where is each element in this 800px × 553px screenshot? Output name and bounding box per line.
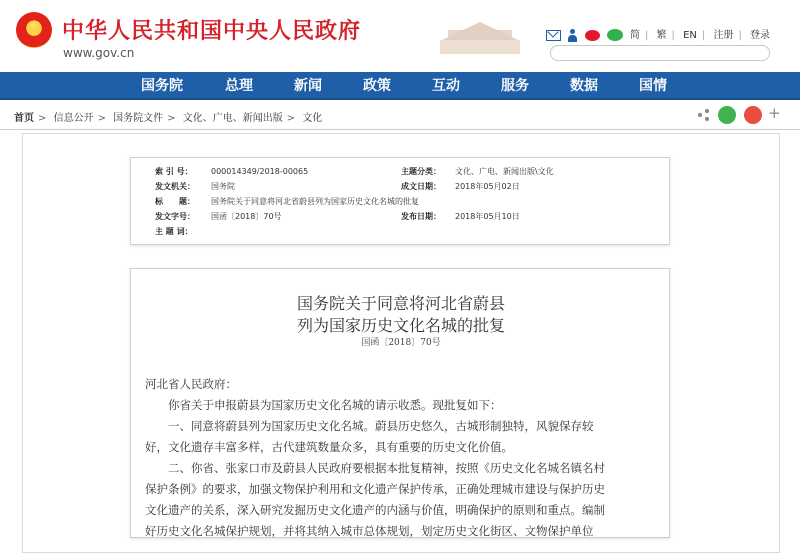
link-register[interactable]: 注册	[713, 30, 734, 41]
link-login[interactable]: 登录	[750, 30, 770, 41]
emblem-icon[interactable]: ★	[16, 12, 52, 48]
meta-label: 主 题 词：	[155, 227, 193, 236]
nav-item-service[interactable]: 服务	[501, 78, 529, 94]
meta-label: 索 引 号：	[155, 167, 193, 176]
link-traditional[interactable]: 繁	[656, 30, 667, 41]
paragraph-line: 你省关于申报蔚县为国家历史文化名城的请示收悉。现批复如下：	[145, 398, 502, 412]
divider: |	[701, 30, 706, 41]
meta-label: 成文日期：	[401, 182, 441, 191]
nav-item-interaction[interactable]: 互动	[432, 78, 460, 94]
meta-value: 2018年05月02日	[455, 182, 520, 191]
divider: |	[738, 30, 742, 41]
paragraph-line: 河北省人民政府：	[145, 377, 237, 391]
link-simplified[interactable]: 简	[629, 30, 640, 41]
nav-item-policy[interactable]: 政策	[363, 78, 391, 94]
document-title: 国务院关于同意将河北省蔚县	[296, 294, 505, 313]
paragraph-line: 二、你省、张家口市及蔚县人民政府要根据本批复精神，按照《历史文化名城名镇名村	[145, 461, 605, 475]
plus-icon[interactable]: +	[768, 104, 781, 122]
divider: |	[671, 30, 675, 41]
meta-row	[131, 210, 671, 224]
meta-label: 发文字号：	[155, 212, 195, 221]
paragraph-line: 好历史文化名城保护规划，并将其纳入城市总体规划，划定历史文化街区、文物保护单位	[145, 524, 594, 538]
nav-item-premier[interactable]: 总理	[225, 78, 253, 94]
top-links	[546, 26, 770, 42]
nav-item-national[interactable]: 国情	[639, 78, 667, 94]
main-nav	[0, 72, 800, 100]
weibo-share-icon[interactable]	[744, 106, 762, 124]
breadcrumb-separator: >	[167, 113, 176, 124]
paragraph-line: 一、同意将蔚县列为国家历史文化名城。蔚县历史悠久，古城形制独特，风貌保存较	[145, 419, 594, 433]
share-icon[interactable]	[698, 109, 710, 121]
meta-value: 2018年05月10日	[455, 212, 520, 221]
wechat-share-icon[interactable]	[718, 106, 736, 124]
meta-value: 文化、广电、新闻出版\文化	[455, 167, 554, 176]
weibo-icon[interactable]	[585, 30, 600, 41]
meta-value: 000014349/2018-00065	[211, 167, 309, 176]
meta-label: 发布日期：	[401, 212, 441, 221]
meta-row	[131, 180, 671, 194]
meta-label: 主题分类：	[401, 167, 441, 176]
paragraph-line: 保护条例》的要求，加强文物保护利用和文化遗产保护传承，正确处理城市建设与保护历史	[145, 482, 605, 496]
site-url: www.gov.cn	[63, 46, 135, 60]
breadcrumb-item[interactable]: 文化、广电、新闻出版	[182, 113, 283, 124]
metadata-table	[130, 157, 670, 245]
breadcrumb-item[interactable]: 信息公开	[53, 113, 94, 124]
paragraph-line: 好，文化遗存丰富多样，古代建筑数量众多，具有重要的历史文化价值。	[145, 440, 513, 454]
nav-item-news[interactable]: 新闻	[294, 78, 322, 94]
breadcrumb-separator: >	[286, 113, 296, 124]
breadcrumb-separator: >	[38, 113, 47, 124]
site-header	[0, 0, 800, 72]
mail-icon[interactable]	[546, 30, 561, 41]
site-name[interactable]: 中华人民共和国中央人民政府	[62, 18, 362, 44]
meta-row	[131, 195, 671, 209]
paragraph-line: 文化遗产的关系，深入研究发掘历史文化遗产的内涵与价值，明确保护的原则和重点。编制	[145, 503, 605, 517]
meta-value: 国函〔2018〕70号	[211, 212, 282, 221]
breadcrumb	[14, 109, 322, 124]
document-panel	[130, 268, 670, 538]
breadcrumb-home[interactable]: 首页	[14, 113, 34, 124]
document-title: 列为国家历史文化名城的批复	[296, 316, 505, 335]
link-english[interactable]: EN	[683, 30, 697, 41]
divider	[0, 129, 800, 130]
nav-item-state-council[interactable]: 国务院	[141, 78, 183, 94]
meta-value: 国务院关于同意将河北省蔚县列为国家历史文化名城的批复	[211, 197, 419, 206]
share-bar	[698, 104, 781, 124]
meta-row	[131, 225, 671, 239]
meta-value: 国务院	[211, 182, 235, 191]
tiananmen-graphic	[430, 14, 530, 58]
breadcrumb-item[interactable]: 国务院文件	[113, 113, 164, 124]
breadcrumb-item[interactable]: 文化	[302, 113, 323, 124]
search-input[interactable]	[550, 45, 770, 61]
document-number: 国函〔2018〕70号	[361, 338, 441, 348]
breadcrumb-separator: >	[97, 113, 106, 124]
divider: |	[644, 30, 649, 41]
person-icon[interactable]	[568, 29, 577, 42]
wechat-icon[interactable]	[607, 29, 623, 41]
meta-row	[131, 165, 671, 179]
meta-label: 标 题：	[155, 197, 195, 206]
meta-label: 发文机关：	[155, 182, 195, 191]
nav-item-data[interactable]: 数据	[570, 78, 598, 94]
